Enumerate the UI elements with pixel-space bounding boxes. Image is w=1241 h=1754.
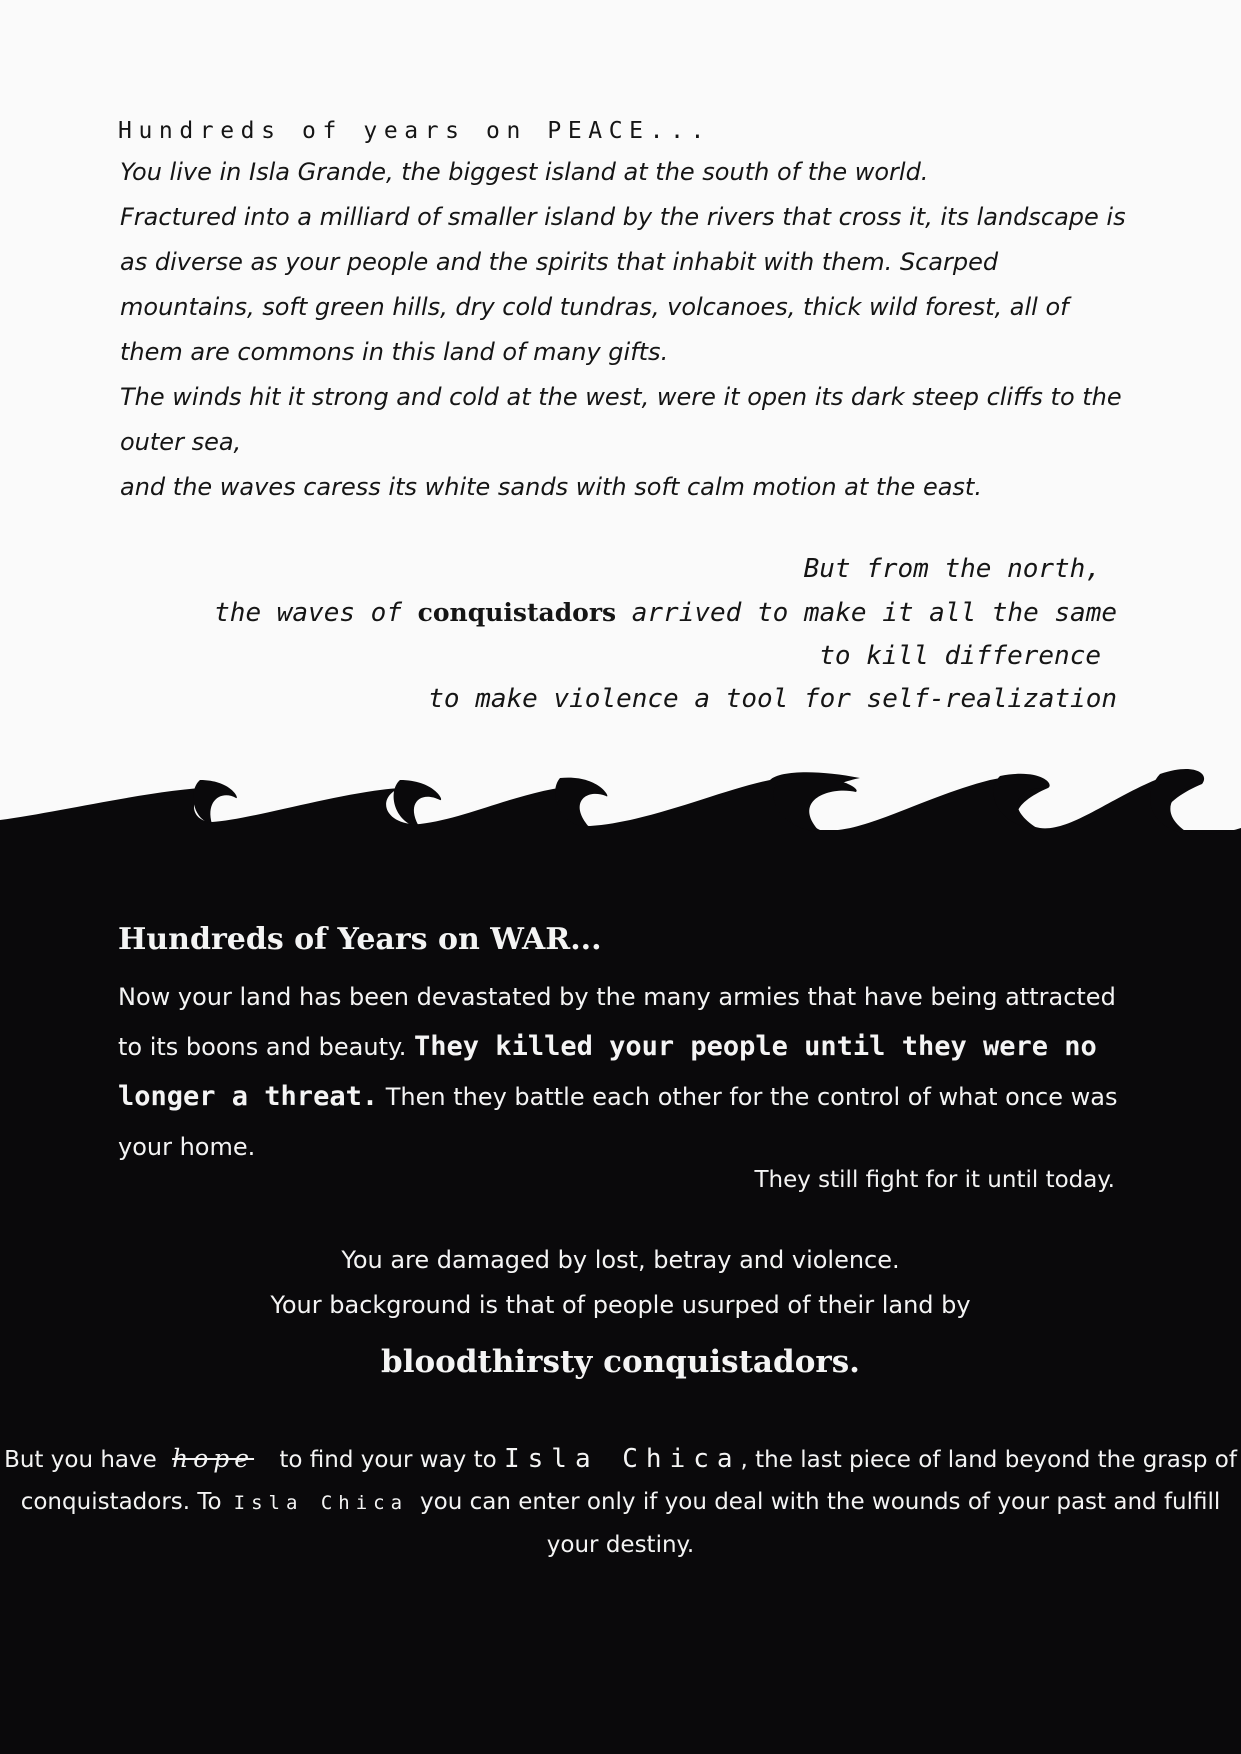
center-line: Your background is that of people usurped of their land by	[270, 1291, 971, 1319]
wave-divider-icon	[0, 740, 1241, 840]
war-title: Hundreds of Years on WAR...	[118, 922, 602, 957]
north-verse	[214, 548, 1117, 721]
war-text: Now your land has been devastated by the many armies that have being attracted to its boons and beauty.	[118, 983, 1116, 1061]
war-strong-text: They killed your people until they were no longer a threat.	[118, 1031, 1097, 1112]
verse-line	[214, 591, 1117, 635]
verse-line: to make violence a tool for self-realization	[428, 684, 1117, 714]
hope-text: But you have	[4, 1447, 157, 1473]
peace-paragraph: Fractured into a milliard of smaller island by the rivers that cross it, its landscape is as diverse as your people and the spirits that inhabit with them. Scarped mountains, soft green hills, dry cold tundras, volcanoes, thick wild forest, all of them are commons in this land of many gifts.	[120, 203, 1126, 366]
verse-text: the waves of	[214, 598, 418, 628]
war-section	[0, 830, 1241, 1754]
war-text: Then they battle each other for the control of what once was your home.	[118, 1083, 1118, 1161]
center-line: You are damaged by lost, betray and violence.	[341, 1246, 900, 1274]
hope-paragraph	[0, 1438, 1241, 1566]
background-block	[0, 1238, 1241, 1385]
hope-text: , the last piece of land beyond the grasp of conquistadors. To	[20, 1447, 1237, 1515]
peace-paragraph: The winds hit it strong and cold at the west, were it open its dark steep cliffs to the outer sea,	[120, 383, 1122, 456]
war-paragraph	[118, 972, 1118, 1172]
hope-text: to find your way to	[279, 1447, 497, 1473]
verse-line: to kill difference	[819, 641, 1101, 671]
conquistadors-word: conquistadors	[417, 598, 617, 627]
hope-text: you can enter only if you deal with the wounds of your past and fulfill your destiny.	[420, 1489, 1221, 1558]
hope-word: hope	[172, 1444, 255, 1473]
peace-title: Hundreds of years on PEACE...	[118, 118, 711, 144]
peace-paragraph: and the waves caress its white sands with soft calm motion at the east.	[120, 473, 982, 501]
isla-chica-small: Isla Chica	[233, 1492, 409, 1514]
peace-section	[0, 0, 1241, 830]
still-fight-line: They still fight for it until today.	[754, 1167, 1115, 1193]
verse-text: arrived to make it all the same	[616, 598, 1117, 628]
verse-line: But from the north,	[803, 554, 1101, 584]
isla-chica-large: Isla Chica	[504, 1444, 741, 1474]
peace-body	[120, 150, 1130, 510]
peace-paragraph: You live in Isla Grande, the biggest island at the south of the world.	[120, 158, 929, 186]
bloodthirsty-heading: bloodthirsty conquistadors.	[381, 1344, 860, 1380]
